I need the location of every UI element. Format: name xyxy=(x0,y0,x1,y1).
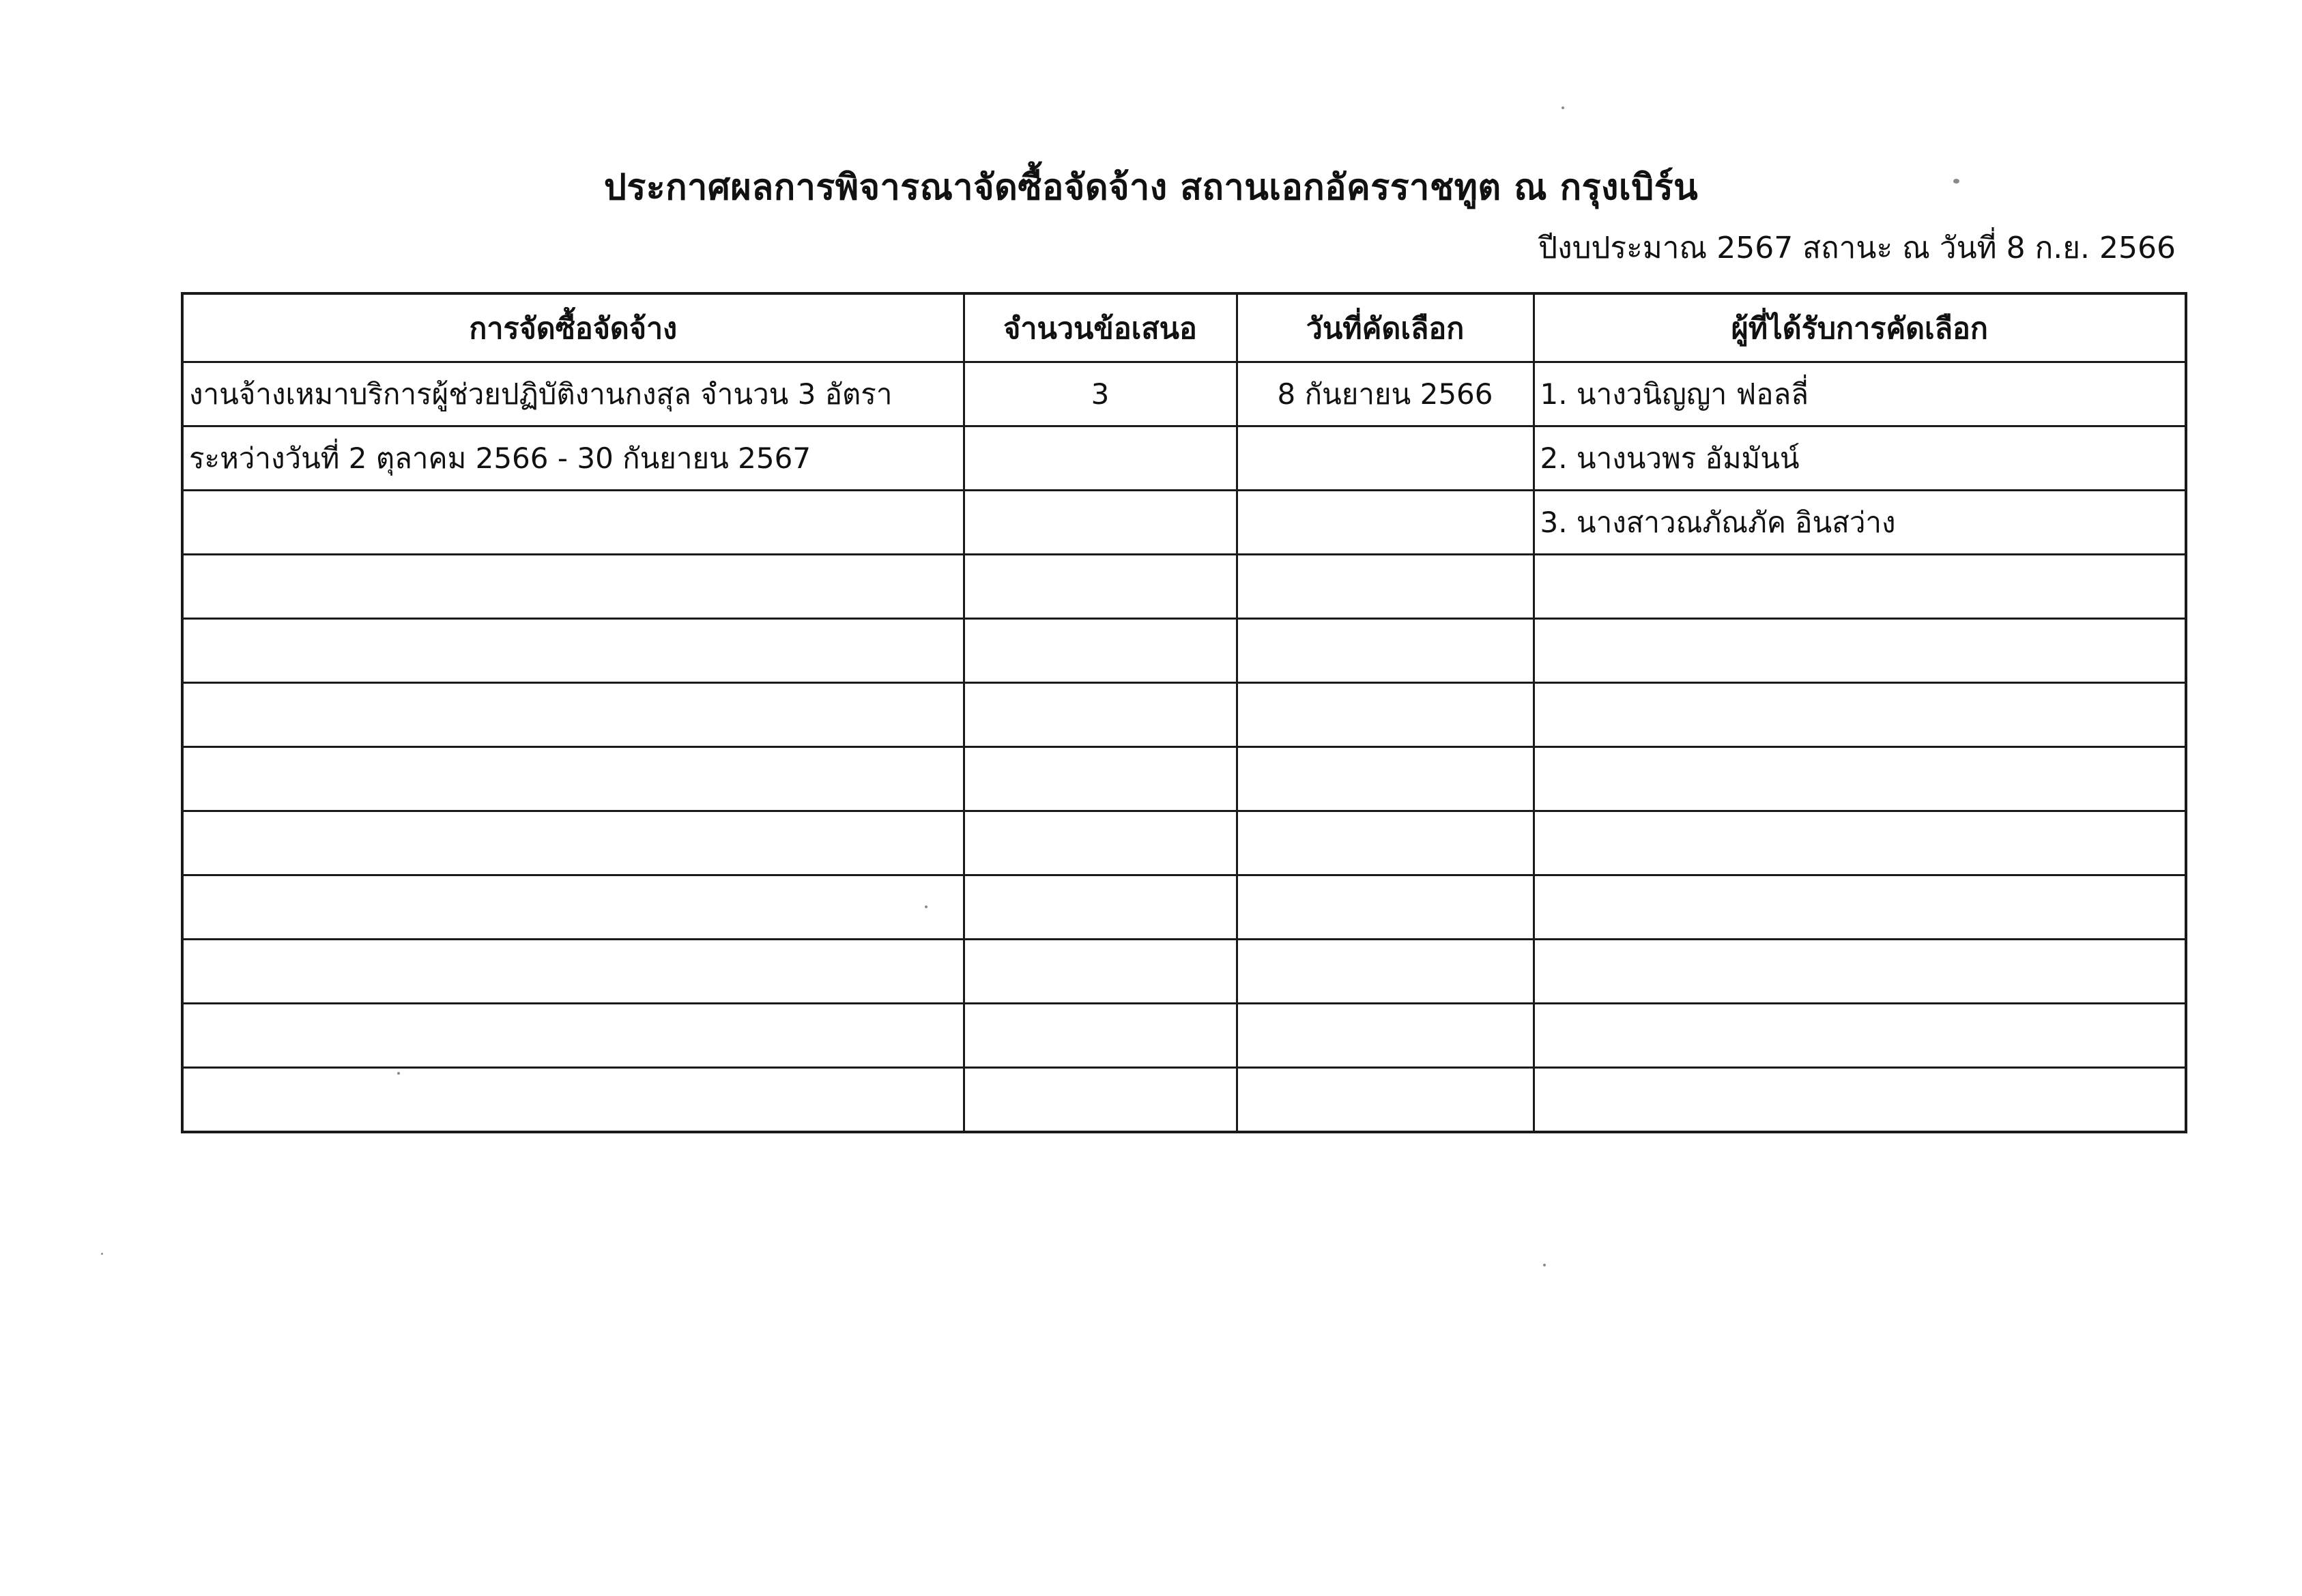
cell-selected-person xyxy=(1534,1004,2186,1068)
cell-procurement: งานจ้างเหมาบริการผู้ช่วยปฏิบัติงานกงสุล จำนวน 3 อัตรา xyxy=(182,362,964,426)
table-row xyxy=(182,491,2186,555)
cell-selected-person: 3. นางสาวณภัณภัค อินสว่าง xyxy=(1534,491,2186,555)
cell-selected-person xyxy=(1534,619,2186,683)
procurement-results-table xyxy=(181,292,2187,1133)
table-row xyxy=(182,1004,2186,1068)
table-row xyxy=(182,362,2186,426)
header-procurement: การจัดซื้อจัดจ้าง xyxy=(182,293,964,362)
scan-speck xyxy=(1953,179,1959,184)
cell-procurement xyxy=(182,875,964,940)
cell-selected-person xyxy=(1534,747,2186,811)
cell-procurement xyxy=(182,1004,964,1068)
cell-selected-person xyxy=(1534,875,2186,940)
cell-selected-person: 1. นางวนิญญา ฟอลลี่ xyxy=(1534,362,2186,426)
cell-selected-person xyxy=(1534,555,2186,619)
cell-offer-count xyxy=(964,426,1237,491)
scan-speck xyxy=(101,1253,103,1255)
cell-offer-count xyxy=(964,1068,1237,1133)
table-row xyxy=(182,747,2186,811)
cell-offer-count xyxy=(964,683,1237,747)
cell-procurement xyxy=(182,491,964,555)
cell-procurement xyxy=(182,811,964,875)
cell-procurement: ระหว่างวันที่ 2 ตุลาคม 2566 - 30 กันยายน 2567 xyxy=(182,426,964,491)
table-row xyxy=(182,555,2186,619)
table-header-row xyxy=(182,293,2186,362)
cell-offer-count xyxy=(964,491,1237,555)
scan-speck xyxy=(1543,1264,1546,1266)
cell-selection-date xyxy=(1237,555,1534,619)
cell-selection-date xyxy=(1237,1068,1534,1133)
cell-selected-person xyxy=(1534,940,2186,1004)
status-date-line: ปีงบประมาณ 2567 สถานะ ณ วันที่ 8 ก.ย. 2566 xyxy=(1538,231,2176,265)
cell-offer-count xyxy=(964,940,1237,1004)
cell-offer-count xyxy=(964,747,1237,811)
scan-speck xyxy=(925,905,927,908)
cell-selection-date xyxy=(1237,491,1534,555)
cell-procurement xyxy=(182,555,964,619)
scan-speck xyxy=(1562,106,1564,109)
cell-offer-count: 3 xyxy=(964,362,1237,426)
table-row xyxy=(182,811,2186,875)
table-row xyxy=(182,1068,2186,1133)
cell-offer-count xyxy=(964,811,1237,875)
cell-selected-person xyxy=(1534,811,2186,875)
cell-offer-count xyxy=(964,555,1237,619)
page-title: ประกาศผลการพิจารณาจัดซื้อจัดจ้าง สถานเอกอัครราชทูต ณ กรุงเบิร์น xyxy=(603,167,1699,208)
cell-selection-date: 8 กันยายน 2566 xyxy=(1237,362,1534,426)
cell-selection-date xyxy=(1237,940,1534,1004)
cell-offer-count xyxy=(964,619,1237,683)
cell-selected-person xyxy=(1534,1068,2186,1133)
cell-selection-date xyxy=(1237,619,1534,683)
cell-selected-person xyxy=(1534,683,2186,747)
cell-procurement xyxy=(182,940,964,1004)
table-row xyxy=(182,426,2186,491)
cell-selected-person: 2. นางนวพร อัมมันน์ xyxy=(1534,426,2186,491)
cell-offer-count xyxy=(964,875,1237,940)
cell-procurement xyxy=(182,619,964,683)
cell-selection-date xyxy=(1237,683,1534,747)
header-selection-date: วันที่คัดเลือก xyxy=(1237,293,1534,362)
cell-selection-date xyxy=(1237,811,1534,875)
scan-speck xyxy=(397,1072,400,1075)
table-row xyxy=(182,619,2186,683)
cell-procurement xyxy=(182,1068,964,1133)
cell-selection-date xyxy=(1237,426,1534,491)
cell-selection-date xyxy=(1237,1004,1534,1068)
cell-selection-date xyxy=(1237,747,1534,811)
cell-procurement xyxy=(182,747,964,811)
cell-offer-count xyxy=(964,1004,1237,1068)
header-offer-count: จำนวนข้อเสนอ xyxy=(964,293,1237,362)
cell-procurement xyxy=(182,683,964,747)
table-row xyxy=(182,683,2186,747)
table-row xyxy=(182,875,2186,940)
table-row xyxy=(182,940,2186,1004)
header-selected-persons: ผู้ที่ได้รับการคัดเลือก xyxy=(1534,293,2186,362)
cell-selection-date xyxy=(1237,875,1534,940)
